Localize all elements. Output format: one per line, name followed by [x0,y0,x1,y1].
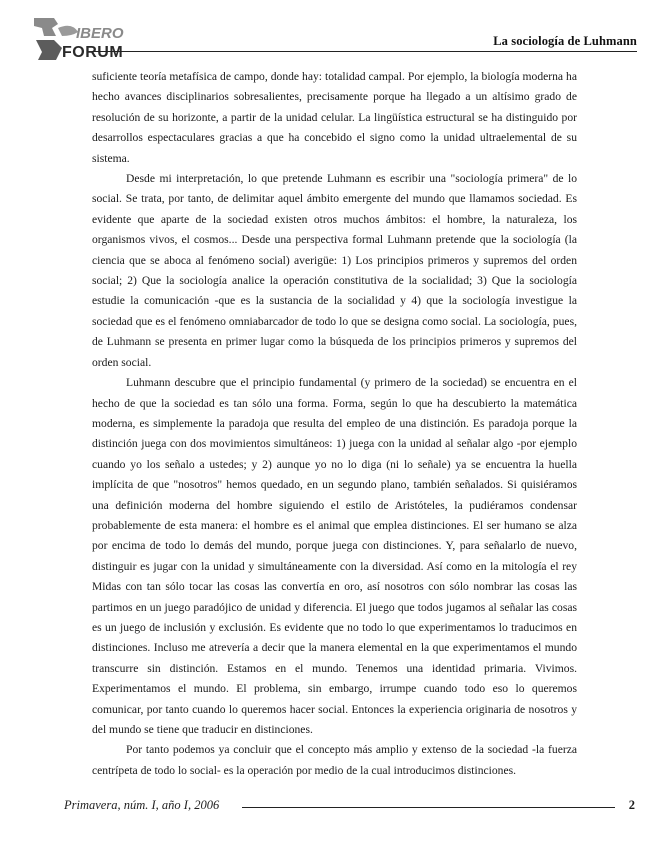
logo-text-top: IBERO [76,25,124,42]
ibero-forum-logo [32,14,132,64]
page-footer [64,798,637,818]
issue-info: Primavera, núm. I, año I, 2006 [64,798,220,812]
page-header [0,0,655,70]
paragraph-1: suficiente teoría metafísica de campo, donde hay: totalidad campal. Por ejemplo, la biología moderna ha hecho avances disciplinarios sobresalientes, precisamente porque ha llegado a un altísimo grado de resolución de su horizonte, a partir de la unidad celular. La lingüística estructural se ha distinguido por desarrollos espectaculares gracias a que ha concebido el signo como la unidad ultraelemental de su sistema. [92,70,577,165]
running-title: La sociología de Luhmann [493,34,637,48]
logo-text-bottom: FORUM [62,44,124,61]
paragraph-3: Luhmann descubre que el principio fundamental (y primero de la sociedad) se encuentra en el hecho de que la sociedad es tan sólo una forma. Forma, según lo que ha descubierto la matemática moderna, es simplemente la paradoja que resulta del empleo de una distinción. Es paradoja porque la distinción juega con dos movimientos simultáneos: 1) juega con la unidad al señalar algo -por ejemplo cuando yo los señalo a ustedes; y 2) aunque yo no lo diga (ni lo señale) ya se encuentra la huella implícita de que "nosotros" hemos quedado, en un segundo plano, también señalados. Si quisiéramos una definición moderna del hombre siguiendo el estilo de Aristóteles, la pudiéramos condensar probablemente de esta manera: el hombre es el animal que emplea distinciones. El ser humano se alza por encima de todo lo demás del mundo, porque juega con distinciones. Y, para señalarlo de nuevo, distinguir es jugar con la unidad y simultáneamente con la diversidad. Así como en la mitología el rey Midas con tan sólo tocar las cosas las convertía en oro, así nosotros con sólo nombrar las cosas las partimos en un juego paradójico de unidad y diferencia. El juego que todos jugamos al señalar las cosas es un juego de inclusión y exclusión. Es evidente que no todo lo que experimentamos lo traducimos en distinciones. Incluso me atrevería a decir que la manera elemental en la que experimentamos el mundo transcurre sin distinción. Estamos en el mundo. Tenemos una identidad primaria. Vivimos. Experimentamos el mundo. El problema, sin embargo, irrumpe cuando todo eso lo queremos comunicar, por tanto cuando lo queremos hacer social. Entonces la experiencia originaria de nosotros y del mundo se tiene que traducir en distinciones. [92,376,577,736]
footer-rule [242,807,615,808]
header-rule [92,51,637,52]
page-number: 2 [628,798,635,812]
article-body [92,67,577,781]
paragraph-2: Desde mi interpretación, lo que pretende Luhmann es escribir una "sociología primera" de lo social. Se trata, por tanto, de delimitar aquel ámbito emergente del mundo que llamamos sociedad. Es evidente que aparte de la sociedad existen otros muchos ámbitos: el hombre, la naturaleza, los organismos vivos, el cosmos... Desde una perspectiva formal Luhmann pretende que la sociología (la ciencia que se aboca al fenómeno social) averigüe: 1) Los principios primeros y supremos del orden social; 2) Que la sociología analice la operación constitutiva de la socialidad; 3) Que la sociología estudie la comunicación -que es la sustancia de la socialidad y 4) que la sociología investigue la sociedad que es el fenómeno omniabarcador de todo lo que se designa como social. La sociología, pues, de Luhmann se presenta en primer lugar como la búsqueda de los principios primeros y supremos del orden social. [92,172,577,369]
paragraph-4: Por tanto podemos ya concluir que el concepto más amplio y extenso de la sociedad -la fuerza centrípeta de todo lo social- es la operación por medio de la cual introducimos distinciones. [92,743,577,777]
